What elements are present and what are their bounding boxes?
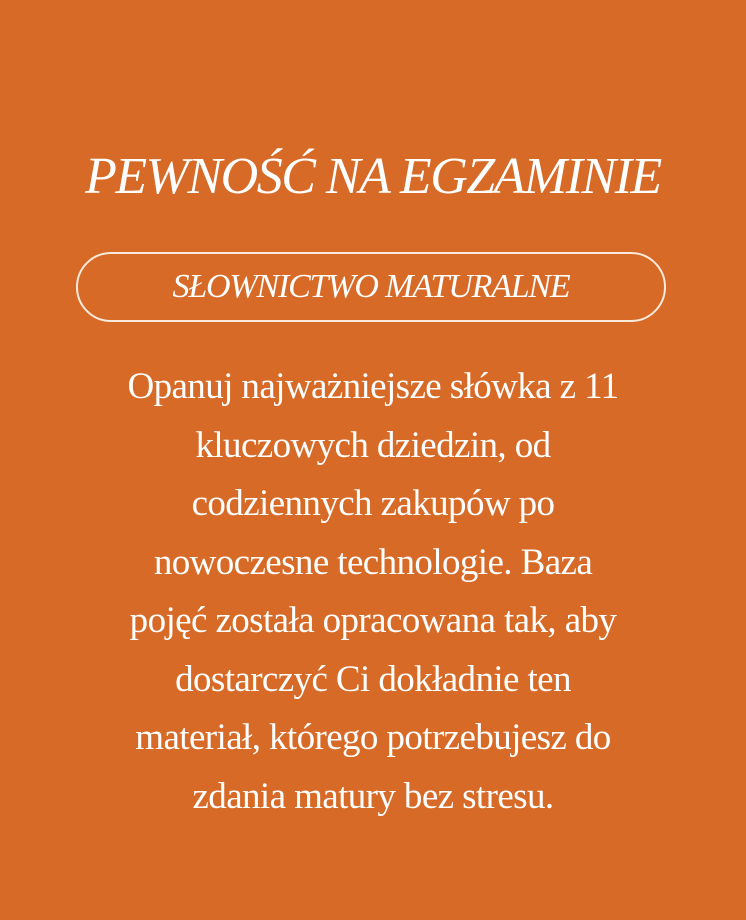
description-line: codziennych zakupów po [191, 483, 555, 524]
topic-badge [76, 252, 666, 322]
description-line: nowoczesne technologie. Baza [153, 541, 593, 583]
description-line: Opanuj najważniejsze słówka z 11 [127, 366, 619, 407]
description-line: dostarczyć Ci dokładnie ten [175, 658, 571, 700]
description-line: materiał, którego potrzebujesz do [135, 717, 611, 758]
page-title: PEWNOŚĆ NA EGZAMINIE [85, 148, 661, 205]
description [60, 358, 686, 826]
topic-badge-label: SŁOWNICTWO MATURALNE [172, 268, 570, 305]
description-line: pojęć została opracowana tak, aby [129, 600, 617, 641]
description-line: zdania matury bez stresu. [192, 775, 554, 817]
description-line: kluczowych dziedzin, od [195, 424, 551, 466]
